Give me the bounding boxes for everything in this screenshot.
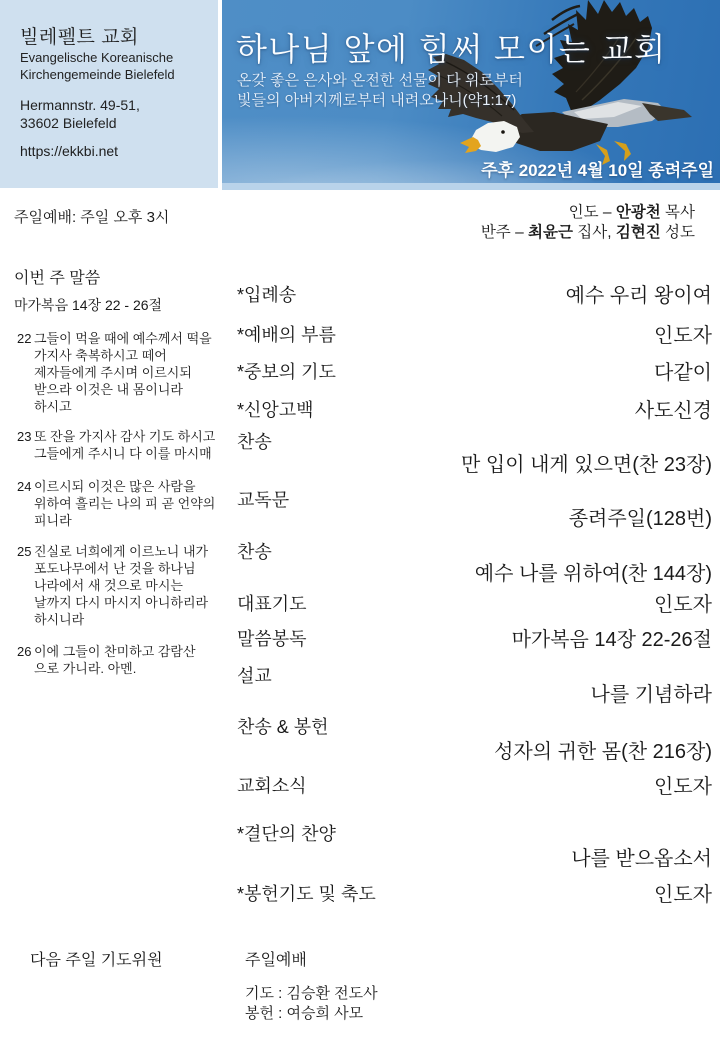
service-date-banner: 주후 2022년 4월 10일 종려주일 [481, 161, 714, 180]
verse-text [34, 428, 230, 462]
verse-line: 하시고 [34, 399, 72, 414]
worship-value-intercession: 다같이 [654, 362, 712, 384]
worship-value-benediction: 인도자 [654, 884, 712, 906]
worship-label-hymn-offering: 찬송 & 봉헌 [237, 717, 329, 737]
verse-text [34, 478, 230, 529]
verse-line: 그들에게 주시니 다 이를 마시매 [34, 446, 212, 461]
service-time: 주일예배: 주일 오후 3시 [14, 209, 170, 226]
verse-number: 25 [17, 544, 32, 559]
verse-number: 22 [17, 331, 32, 346]
verse-line: 포도나무에서 난 것을 하나님 [34, 561, 196, 576]
verse-line: 제자들에게 주시며 이르시되 [34, 365, 192, 380]
church-address [20, 96, 140, 132]
verse-text [34, 543, 230, 628]
verse-23 [0, 428, 230, 462]
worship-value-creed: 사도신경 [634, 400, 712, 422]
worship-label-hymn-1: 찬송 [237, 432, 272, 452]
footer-offering-line: 봉헌 : 여승희 사모 [245, 1005, 364, 1022]
service-accompanist-line [481, 223, 695, 243]
hero-scripture-line-1: 온갖 좋은 은사와 온전한 선물이 다 위로부터 [237, 72, 523, 89]
verse-line: 위하여 흘리는 나의 피 곧 언약의 [34, 496, 216, 511]
verse-line: 피니라 [34, 513, 72, 528]
accomp-suffix: 성도 [660, 223, 695, 241]
leader-suffix: 목사 [660, 204, 695, 221]
worship-value-announcements: 인도자 [654, 776, 712, 798]
verse-line: 진실로 너희에게 이르노니 내가 [34, 544, 209, 559]
accomp-name1: 최윤근 [528, 223, 573, 241]
verse-line: 가지사 축복하시고 떼어 [34, 348, 167, 363]
verse-24 [0, 478, 230, 529]
denomination-line-1: Evangelische Koreanische [20, 50, 174, 65]
church-info-card [0, 0, 218, 188]
church-website-link[interactable]: https://ekkbi.net [20, 143, 119, 159]
verse-line: 받으라 이것은 내 몸이니라 [34, 382, 183, 397]
hero-bottom-band [222, 183, 720, 190]
worship-label-commitment-praise: *결단의 찬양 [237, 824, 336, 844]
hero-scripture [237, 71, 523, 111]
worship-value-responsive-reading: 종려주일(128번) [568, 508, 712, 530]
verse-line: 이에 그들이 찬미하고 감람산 [34, 644, 196, 659]
verse-text [34, 643, 230, 677]
verse-26 [0, 643, 230, 677]
worship-value-processional: 예수 우리 왕이여 [565, 285, 712, 307]
footer-heading: 다음 주일 기도위원 [30, 952, 163, 969]
worship-label-sermon: 설교 [237, 666, 272, 686]
service-leader-line [481, 203, 695, 223]
verse-number: 26 [17, 644, 32, 659]
hero-banner [222, 0, 720, 190]
scripture-heading: 이번 주 말씀 [14, 270, 101, 287]
verse-22 [0, 330, 230, 415]
verse-number: 24 [17, 479, 32, 494]
church-denomination [20, 49, 175, 83]
worship-label-hymn-2: 찬송 [237, 542, 272, 562]
verse-line: 이르시되 이것은 많은 사람을 [34, 479, 196, 494]
verse-line: 하시니라 [34, 612, 85, 627]
worship-value-hymn-1: 만 입이 내게 있으면(찬 23장) [461, 454, 712, 476]
worship-value-hymn-offering: 성자의 귀한 몸(찬 216장) [494, 741, 712, 763]
worship-label-processional: *입례송 [237, 285, 297, 305]
church-name: 빌레펠트 교회 [20, 27, 139, 48]
worship-label-responsive-reading: 교독문 [237, 490, 290, 510]
denomination-line-2: Kirchengemeinde Bielefeld [20, 67, 175, 82]
verse-number: 23 [17, 429, 32, 444]
worship-value-commitment-praise: 나를 받으옵소서 [571, 848, 712, 870]
worship-value-sermon: 나를 기념하라 [590, 684, 712, 706]
worship-value-hymn-2: 예수 나를 위하여(찬 144장) [474, 563, 712, 585]
hero-title: 하나님 앞에 힘써 모이는 교회 [236, 31, 667, 67]
verse-line: 날까지 다시 마시지 아니하리라 [34, 595, 209, 610]
service-staff [481, 203, 695, 242]
verse-line: 나라에서 새 것으로 마시는 [34, 578, 183, 593]
verse-line: 또 잔을 가지사 감사 기도 하시고 [34, 429, 216, 444]
hero-scripture-line-2: 빛들의 아버지께로부터 내려오나니(약1:17) [237, 92, 517, 109]
verse-text [34, 330, 230, 415]
accomp-mid: 집사, [572, 223, 616, 241]
worship-value-call-to-worship: 인도자 [654, 325, 712, 347]
address-line-1: Hermannstr. 49-51, [20, 97, 140, 113]
verse-25 [0, 543, 230, 628]
worship-value-representative-prayer: 인도자 [654, 594, 712, 616]
worship-label-announcements: 교회소식 [237, 776, 307, 796]
worship-label-intercession: *중보의 기도 [237, 362, 336, 382]
accomp-prefix: 반주 – [480, 223, 529, 241]
worship-label-representative-prayer: 대표기도 [237, 594, 307, 614]
footer-prayer-line: 기도 : 김승환 전도사 [245, 985, 378, 1002]
verse-line: 으로 가니라. 아멘. [34, 661, 137, 676]
accomp-name2: 김현진 [615, 223, 661, 241]
scripture-reference: 마가복음 14장 22 - 26절 [14, 297, 163, 313]
footer-service-title: 주일예배 [245, 952, 307, 969]
worship-label-call-to-worship: *예배의 부름 [237, 325, 336, 345]
address-line-2: 33602 Bielefeld [20, 115, 117, 131]
verse-line: 그들이 먹을 때에 예수께서 떡을 [34, 331, 212, 346]
worship-value-scripture-reading: 마가복음 14장 22-26절 [511, 629, 712, 651]
leader-prefix: 인도 – [568, 204, 616, 221]
leader-name: 안광천 [615, 204, 661, 221]
worship-label-benediction: *봉헌기도 및 축도 [237, 884, 376, 904]
worship-label-creed: *신앙고백 [237, 400, 314, 420]
worship-label-scripture-reading: 말씀봉독 [237, 629, 307, 649]
